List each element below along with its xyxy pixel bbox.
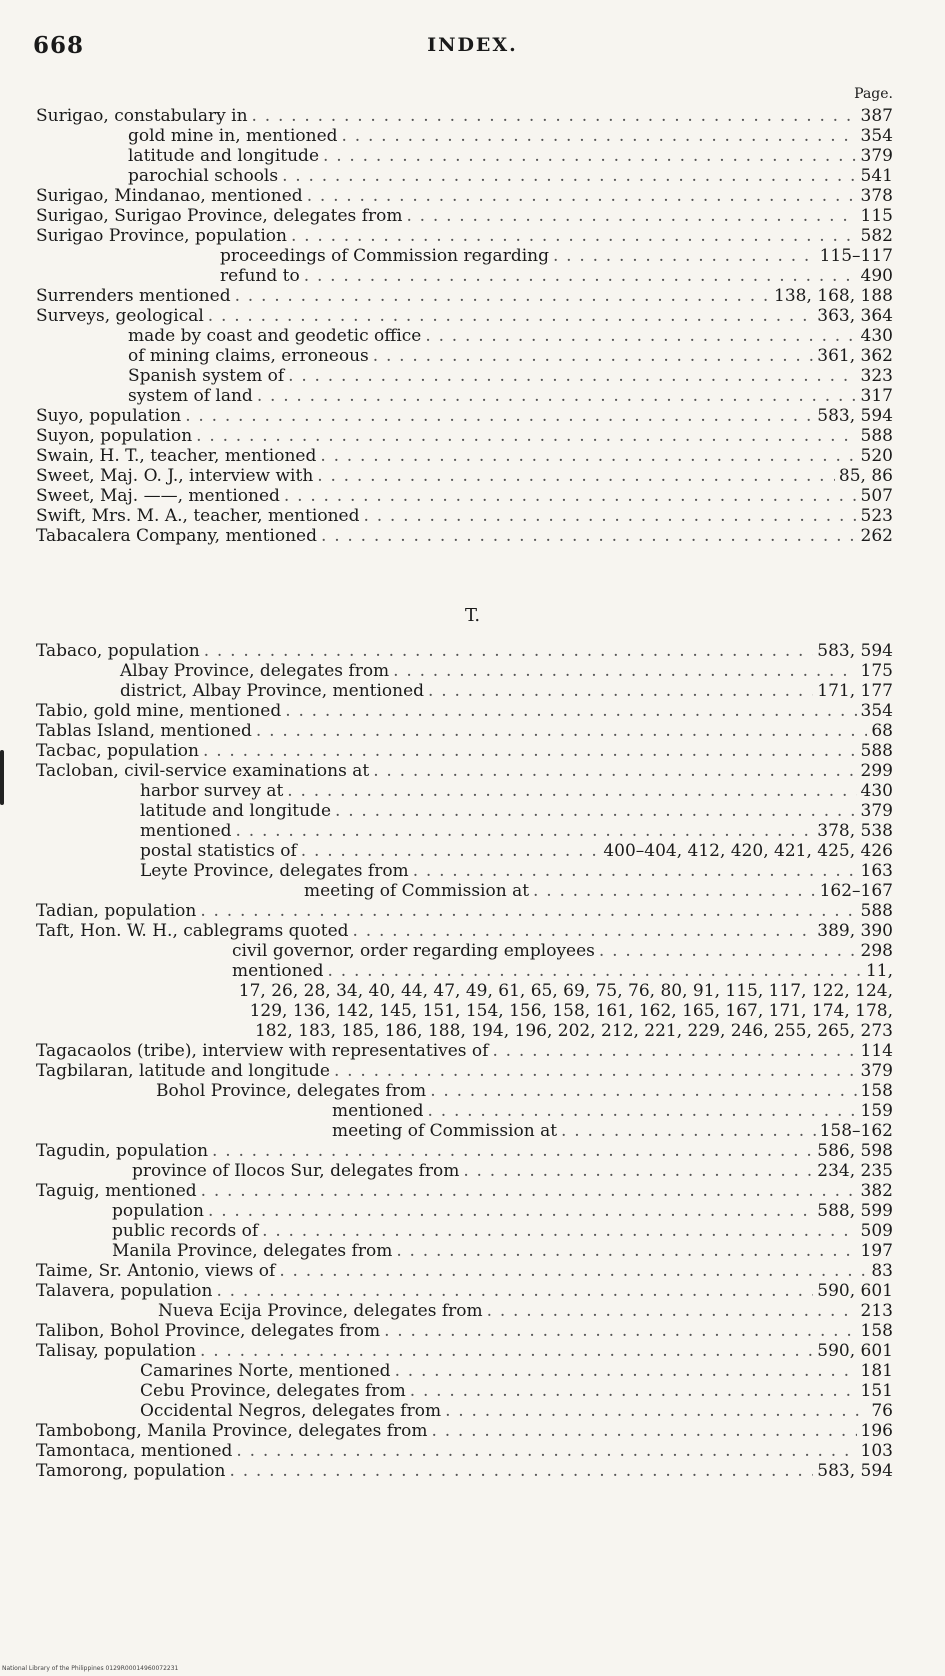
index-page-refs: 83 (871, 1261, 893, 1281)
index-page-refs: 138, 168, 188 (774, 286, 893, 306)
index-page-refs: 590, 601 (817, 1341, 893, 1361)
dot-leader (492, 1041, 856, 1061)
index-page-refs: 175 (860, 661, 893, 681)
dot-leader (304, 266, 857, 286)
index-entry (36, 941, 893, 961)
dot-leader (201, 1181, 857, 1201)
dot-leader (208, 1201, 813, 1221)
index-term: Talavera, population (36, 1281, 213, 1301)
index-page-refs: 234, 235 (817, 1161, 893, 1181)
dot-leader (236, 821, 814, 841)
index-entry (36, 146, 893, 166)
index-page-refs: 430 (860, 326, 893, 346)
dot-leader (257, 386, 857, 406)
index-term: Tagacaolos (tribe), interview with representatives of (36, 1041, 489, 1061)
index-entry (36, 1281, 893, 1301)
index-entry (36, 406, 893, 426)
dot-leader (561, 1121, 816, 1141)
footer-credit: National Library of the Philippines 0129R00014960072231 (2, 1665, 179, 1672)
index-entry (36, 761, 893, 781)
index-entry (36, 701, 893, 721)
index-page-refs: 163 (860, 861, 893, 881)
dot-leader (200, 1341, 813, 1361)
index-term: Nueva Ecija Province, delegates from (158, 1301, 483, 1321)
dot-leader (533, 881, 816, 901)
index-page-refs: 379 (860, 1061, 893, 1081)
dot-leader (430, 1081, 856, 1101)
index-page-refs: 181 (860, 1361, 893, 1381)
index-term: Swift, Mrs. M. A., teacher, mentioned (36, 506, 360, 526)
index-term: Spanish system of (128, 366, 285, 386)
index-term: Taft, Hon. W. H., cablegrams quoted (36, 921, 349, 941)
index-page-refs: 523 (860, 506, 893, 526)
index-term: Albay Province, delegates from (120, 661, 390, 681)
index-page-refs: 588 (860, 741, 893, 761)
index-term: proceedings of Commission regarding (220, 246, 549, 266)
index-page-refs: 541 (860, 166, 893, 186)
index-term: meeting of Commission at (332, 1121, 558, 1141)
index-page-refs: 323 (860, 366, 893, 386)
index-page-refs: 68 (871, 721, 893, 741)
index-page-refs: 490 (860, 266, 893, 286)
index-term: Talisay, population (36, 1341, 197, 1361)
index-entry (36, 1341, 893, 1361)
dot-leader (323, 146, 857, 166)
index-page-refs: 115 (860, 206, 893, 226)
index-entry (36, 306, 893, 326)
index-term: Tacloban, civil-service examinations at (36, 761, 370, 781)
index-entry (36, 1401, 893, 1421)
index-entry (36, 841, 893, 861)
index-term: Tacbac, population (36, 741, 199, 761)
index-entry (36, 1421, 893, 1441)
dot-leader (373, 761, 856, 781)
index-term: Tadian, population (36, 901, 197, 921)
index-term: Tamontaca, mentioned (36, 1441, 233, 1461)
index-page-refs: 389, 390 (817, 921, 893, 941)
index-page-refs: 85, 86 (838, 466, 893, 486)
index-entry (36, 821, 893, 841)
index-page-refs: 520 (860, 446, 893, 466)
index-entry (36, 346, 893, 366)
dot-leader (428, 1101, 857, 1121)
index-term: Surveys, geological (36, 306, 204, 326)
index-page-refs: 361, 362 (817, 346, 893, 366)
dot-leader (396, 1241, 856, 1261)
index-page-refs: 114 (860, 1041, 893, 1061)
index-entry (36, 246, 893, 266)
dot-leader (445, 1401, 867, 1421)
index-page-refs: 129, 136, 142, 145, 151, 154, 156, 158, 161, 162, 165, 167, 171, 174, 178, (249, 1001, 893, 1021)
index-term: Tabacalera Company, mentioned (36, 526, 317, 546)
index-page-refs: 11, (865, 961, 893, 981)
dot-leader (307, 186, 857, 206)
dot-leader (599, 941, 857, 961)
index-page-refs: 158 (860, 1081, 893, 1101)
index-entry (36, 1361, 893, 1381)
index-entry (36, 206, 893, 226)
dot-leader (301, 841, 600, 861)
dot-leader (487, 1301, 857, 1321)
index-entry (36, 1321, 893, 1341)
index-entry (36, 1021, 893, 1041)
index-term: harbor survey at (140, 781, 284, 801)
dot-leader (335, 801, 857, 821)
index-page-refs: 382 (860, 1181, 893, 1201)
index-entry (36, 366, 893, 386)
dot-leader (321, 526, 857, 546)
dot-leader (282, 166, 856, 186)
dot-leader (288, 366, 856, 386)
dot-leader (284, 486, 857, 506)
dot-leader (342, 126, 857, 146)
index-page-refs: 262 (860, 526, 893, 546)
dot-leader (384, 1321, 856, 1341)
index-entry (36, 1181, 893, 1201)
index-page-refs: 583, 594 (817, 1461, 893, 1481)
index-term: Sweet, Maj. ——, mentioned (36, 486, 280, 506)
index-entry (36, 981, 893, 1001)
index-page-refs: 317 (860, 386, 893, 406)
index-entry (36, 801, 893, 821)
index-entry (36, 1141, 893, 1161)
index-entry (36, 881, 893, 901)
index-page-refs: 76 (871, 1401, 893, 1421)
dot-leader (212, 1141, 813, 1161)
index-term: Talibon, Bohol Province, delegates from (36, 1321, 381, 1341)
index-entry (36, 266, 893, 286)
index-list-surigao-to-tabacalera (36, 106, 893, 546)
dot-leader (256, 721, 867, 741)
index-term: Tagudin, population (36, 1141, 209, 1161)
index-page-refs: 17, 26, 28, 34, 40, 44, 47, 49, 61, 65, 69, 75, 76, 80, 91, 115, 117, 122, 124, (238, 981, 893, 1001)
dot-leader (320, 446, 856, 466)
index-page-refs: 197 (860, 1241, 893, 1261)
index-term: mentioned (232, 961, 324, 981)
index-term: Bohol Province, delegates from (156, 1081, 427, 1101)
index-page-refs: 582 (860, 226, 893, 246)
index-entry (36, 486, 893, 506)
index-entry (36, 1161, 893, 1181)
index-entry (36, 1441, 893, 1461)
index-term: Suyo, population (36, 406, 182, 426)
index-page-refs: 354 (860, 126, 893, 146)
index-term: Taguig, mentioned (36, 1181, 197, 1201)
index-page-refs: 299 (860, 761, 893, 781)
dot-leader (425, 326, 856, 346)
index-entry (36, 226, 893, 246)
index-page-refs: 158 (860, 1321, 893, 1341)
dot-leader (428, 681, 813, 701)
dot-leader (235, 286, 770, 306)
dot-leader (406, 206, 856, 226)
index-term: latitude and longitude (140, 801, 332, 821)
index-entry (36, 286, 893, 306)
index-term: refund to (220, 266, 300, 286)
index-term: parochial schools (128, 166, 279, 186)
index-list-tabaco-to-tamorong (36, 641, 893, 1481)
index-term: Swain, H. T., teacher, mentioned (36, 446, 317, 466)
index-term: made by coast and geodetic office (128, 326, 422, 346)
index-term: Tabaco, population (36, 641, 200, 661)
dot-leader (208, 306, 814, 326)
index-page-refs: 509 (860, 1221, 893, 1241)
index-entry (36, 1081, 893, 1101)
index-term: Manila Province, delegates from (112, 1241, 393, 1261)
index-term: of mining claims, erroneous (128, 346, 369, 366)
dot-leader (229, 1461, 813, 1481)
dot-leader (413, 861, 857, 881)
index-term: Camarines Norte, mentioned (140, 1361, 391, 1381)
index-entry (36, 1001, 893, 1021)
dot-leader (395, 1361, 857, 1381)
index-page-refs: 298 (860, 941, 893, 961)
index-term: Cebu Province, delegates from (140, 1381, 406, 1401)
index-entry (36, 901, 893, 921)
index-page-refs: 430 (860, 781, 893, 801)
index-term: Tabio, gold mine, mentioned (36, 701, 282, 721)
index-entry (36, 446, 893, 466)
index-term: Taime, Sr. Antonio, views of (36, 1261, 276, 1281)
dot-leader (252, 106, 857, 126)
index-term: Surigao, Surigao Province, delegates from (36, 206, 403, 226)
index-term: district, Albay Province, mentioned (120, 681, 425, 701)
scan-edge-mark (0, 750, 4, 805)
dot-leader (262, 1221, 856, 1241)
dot-leader (317, 466, 835, 486)
index-page-refs: 363, 364 (817, 306, 893, 326)
dot-leader (196, 426, 856, 446)
index-term: postal statistics of (140, 841, 297, 861)
index-term: Tambobong, Manila Province, delegates from (36, 1421, 428, 1441)
index-term: Surigao Province, population (36, 226, 287, 246)
index-term: Surigao, constabulary in (36, 106, 248, 126)
page-column-label: Page. (854, 86, 893, 102)
index-entry (36, 781, 893, 801)
index-entry (36, 1301, 893, 1321)
index-term: Tagbilaran, latitude and longitude (36, 1061, 330, 1081)
index-term: system of land (128, 386, 253, 406)
index-entry (36, 921, 893, 941)
dot-leader (463, 1161, 813, 1181)
dot-leader (287, 781, 856, 801)
index-entry (36, 186, 893, 206)
index-entry (36, 1461, 893, 1481)
index-entry (36, 1121, 893, 1141)
index-term: latitude and longitude (128, 146, 320, 166)
index-entry (36, 721, 893, 741)
index-page-refs: 378 (860, 186, 893, 206)
index-entry (36, 506, 893, 526)
index-term: gold mine in, mentioned (128, 126, 338, 146)
dot-leader (363, 506, 856, 526)
index-page-refs: 379 (860, 146, 893, 166)
dot-leader (334, 1061, 857, 1081)
dot-leader (279, 1261, 867, 1281)
dot-leader (553, 246, 816, 266)
index-page-refs: 182, 183, 185, 186, 188, 194, 196, 202, 212, 221, 229, 246, 255, 265, 273 (254, 1021, 893, 1041)
index-entry (36, 1241, 893, 1261)
index-term: Suyon, population (36, 426, 193, 446)
index-entry (36, 641, 893, 661)
index-entry (36, 1221, 893, 1241)
index-entry (36, 1261, 893, 1281)
index-page-refs: 213 (860, 1301, 893, 1321)
index-entry (36, 526, 893, 546)
index-entry (36, 1061, 893, 1081)
index-entry (36, 961, 893, 981)
index-page-refs: 590, 601 (817, 1281, 893, 1301)
index-term: mentioned (140, 821, 232, 841)
index-page-refs: 103 (860, 1441, 893, 1461)
section-letter: T. (464, 605, 481, 626)
index-term: civil governor, order regarding employees (232, 941, 595, 961)
index-term: Sweet, Maj. O. J., interview with (36, 466, 314, 486)
index-entry (36, 681, 893, 701)
index-term: Tamorong, population (36, 1461, 226, 1481)
dot-leader (410, 1381, 857, 1401)
index-page-refs: 507 (860, 486, 893, 506)
index-page-refs: 583, 594 (817, 641, 893, 661)
index-entry (36, 426, 893, 446)
dot-leader (291, 226, 857, 246)
index-page-refs: 588 (860, 901, 893, 921)
dot-leader (204, 641, 814, 661)
dot-leader (185, 406, 813, 426)
index-term: population (112, 1201, 204, 1221)
index-page-refs: 588, 599 (817, 1201, 893, 1221)
index-page-refs: 171, 177 (817, 681, 893, 701)
index-entry (36, 1201, 893, 1221)
index-term: Leyte Province, delegates from (140, 861, 409, 881)
dot-leader (353, 921, 814, 941)
index-page-refs: 151 (860, 1381, 893, 1401)
index-term: province of Ilocos Sur, delegates from (132, 1161, 460, 1181)
index-page-refs: 583, 594 (817, 406, 893, 426)
index-page-refs: 158–162 (819, 1121, 893, 1141)
index-term: public records of (112, 1221, 259, 1241)
index-page-refs: 586, 598 (817, 1141, 893, 1161)
index-page-refs: 387 (860, 106, 893, 126)
index-term: Surigao, Mindanao, mentioned (36, 186, 303, 206)
dot-leader (328, 961, 862, 981)
dot-leader (216, 1281, 813, 1301)
index-term: mentioned (332, 1101, 424, 1121)
dot-leader (393, 661, 856, 681)
index-page-refs: 354 (860, 701, 893, 721)
dot-leader (431, 1421, 856, 1441)
index-entry (36, 861, 893, 881)
index-entry (36, 106, 893, 126)
index-page-refs: 400–404, 412, 420, 421, 425, 426 (603, 841, 893, 861)
index-page-refs: 115–117 (819, 246, 893, 266)
dot-leader (285, 701, 856, 721)
index-page-refs: 378, 538 (817, 821, 893, 841)
index-term: Surrenders mentioned (36, 286, 231, 306)
index-entry (36, 466, 893, 486)
index-page-refs: 196 (860, 1421, 893, 1441)
page-number: 668 (33, 32, 85, 59)
index-entry (36, 661, 893, 681)
index-entry (36, 1041, 893, 1061)
index-page-refs: 162–167 (819, 881, 893, 901)
index-entry (36, 166, 893, 186)
page-title: INDEX. (427, 34, 518, 56)
dot-leader (200, 901, 856, 921)
index-page-refs: 379 (860, 801, 893, 821)
index-page-refs: 159 (860, 1101, 893, 1121)
index-page-refs: 588 (860, 426, 893, 446)
index-entry (36, 741, 893, 761)
index-term: Occidental Negros, delegates from (140, 1401, 442, 1421)
index-entry (36, 326, 893, 346)
index-entry (36, 386, 893, 406)
index-entry (36, 1381, 893, 1401)
index-term: Tablas Island, mentioned (36, 721, 252, 741)
index-entry (36, 1101, 893, 1121)
index-entry (36, 126, 893, 146)
index-term: meeting of Commission at (304, 881, 530, 901)
dot-leader (236, 1441, 856, 1461)
dot-leader (203, 741, 857, 761)
dot-leader (373, 346, 814, 366)
